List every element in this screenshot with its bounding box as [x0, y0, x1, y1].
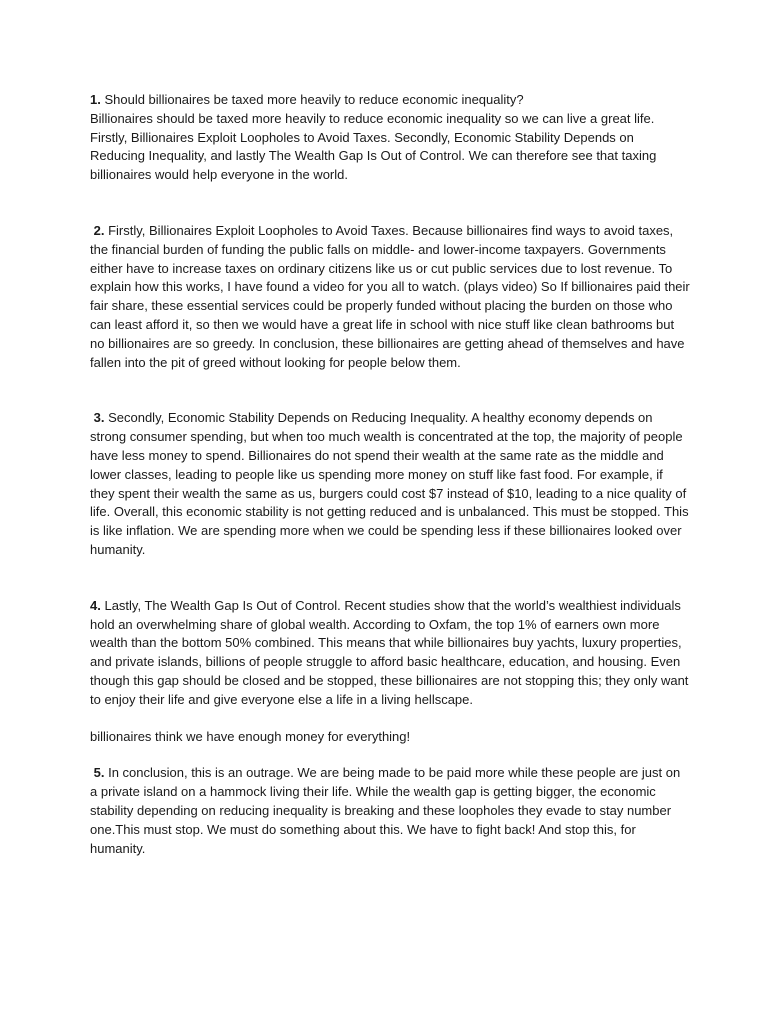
section-1-text: Billionaires should be taxed more heavily to reduce economic inequality so we can live a great life. Firstly, Billionaires Exploit Loopholes to Avoid Taxes. Secondly, Economic Stability Depends on Reducing Inequality, and lastly The Wealth Gap Is Out of Control. We can therefore see that taxing billionaires would help everyone in the world.: [90, 110, 657, 183]
section-1-heading: [90, 91, 690, 110]
section-1-number: 1.: [90, 92, 101, 107]
section-4-number: 4.: [90, 597, 101, 613]
section-3-number: 3.: [93, 410, 105, 426]
standalone-statement: [90, 728, 690, 747]
section-5-paragraph: [90, 764, 690, 858]
section-5-text: In conclusion, this is an outrage. We are being made to be paid more while these people are just on a private island on a hammock living their life. While the wealth gap is getting bigger, the economic stability depending on reducing inequality is breaking and these loopholes they evade to stay number one.This must stop. We must do something about this. We have to fight back! And stop this, for humanity.: [90, 765, 681, 856]
document-body: [90, 91, 690, 858]
section-3: [90, 409, 690, 559]
section-4-text: Lastly, The Wealth Gap Is Out of Control. Recent studies show that the world’s wealthiest individuals hold an overwhelming share of global wealth. According to Oxfam, the top 1% of earners own more wealth than the bottom 50% combined. This means that while billionaires buy yachts, luxury properties, and private islands, billions of people struggle to afford basic healthcare, education, and housing. Even though this gap should be closed and be stopped, these billionaires are not stopping this; they only want to enjoy their life and give everyone else a life in a living hellscape.: [90, 597, 689, 707]
section-5: [90, 764, 690, 858]
section-1: [90, 91, 690, 185]
section-3-paragraph: [90, 409, 690, 559]
section-4-paragraph: [90, 597, 690, 710]
section-5-number: 5.: [93, 765, 105, 781]
section-2-text: Firstly, Billionaires Exploit Loopholes to Avoid Taxes. Because billionaires find ways to avoid taxes, the financial burden of funding the public falls on middle- and lower-income taxpayers. Governments either have to increase taxes on ordinary citizens like us or cut public services due to lost revenue. To explain how this works, I have found a video for you all to watch. (plays video) So If billionaires paid their fair share, these essential services could be properly funded without placing the burden on those who can least afford it, so then we would have a great life in school with nice stuff like clean bathrooms but no billionaires are so greedy. In conclusion, these billionaires are getting ahead of themselves and have fallen into the pit of greed without looking for people below them.: [90, 222, 690, 370]
section-2-paragraph: [90, 222, 690, 372]
section-3-text: Secondly, Economic Stability Depends on Reducing Inequality. A healthy economy depends on strong consumer spending, but when too much wealth is concentrated at the top, the majority of people have less money to spend. Billionaires do not spend their wealth at the same rate as the middle and lower classes, leading to people like us spending more money on stuff like fast food. For example, if they spent their wealth the same as us, burgers could cost $7 instead of $10, leading to a nice quality of life. Overall, this economic stability is not getting reduced and is unbalanced. This must be stopped. This is like inflation. We are spending more when we could be spending less if these billionaires looked over humanity.: [90, 410, 689, 557]
standalone-statement-text: billionaires think we have enough money for everything!: [90, 728, 411, 744]
section-4: [90, 597, 690, 710]
section-2-number: 2.: [93, 222, 105, 238]
section-1-question: Should billionaires be taxed more heavily to reduce economic inequality?: [104, 92, 524, 107]
section-2: [90, 222, 690, 372]
